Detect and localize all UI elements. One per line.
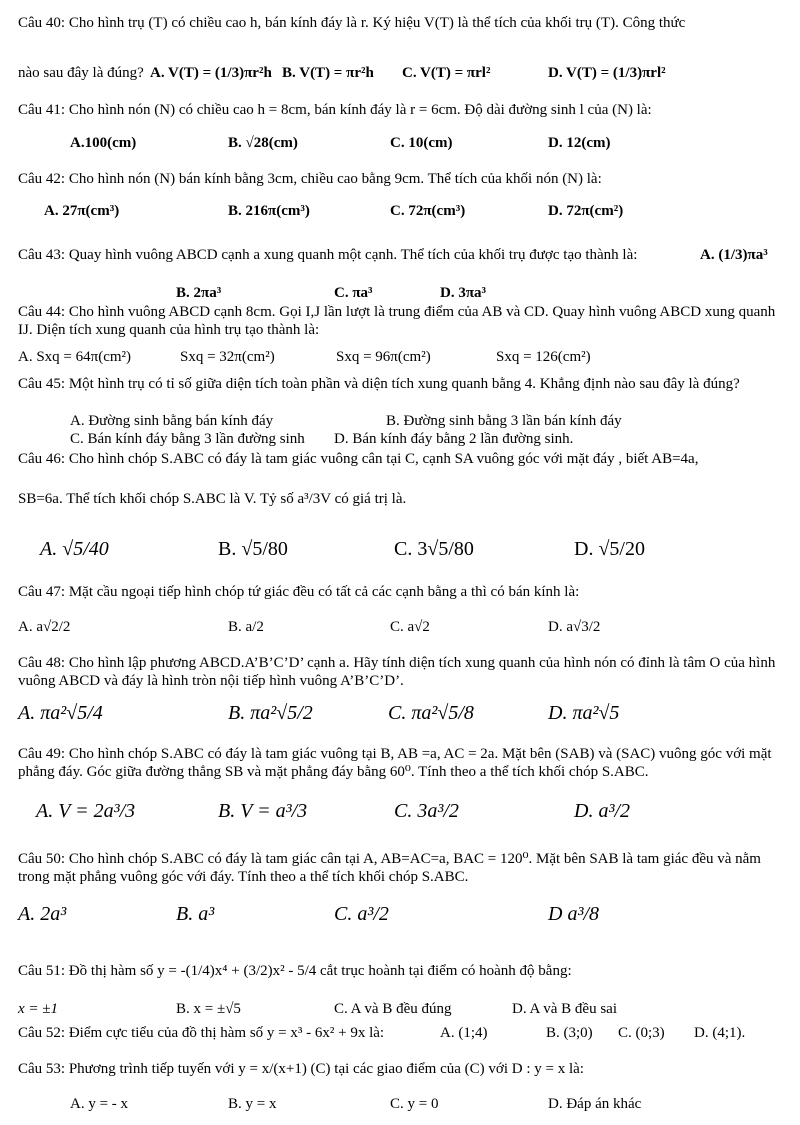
q46-option-d: D. √5/20 — [574, 538, 645, 560]
q53-option-c: C. y = 0 — [390, 1096, 439, 1112]
q42-option-d: D. 72π(cm²) — [548, 203, 624, 219]
q49-option-a: A. V = 2a³/3 — [36, 800, 136, 822]
q41-option-d: D. 12(cm) — [548, 135, 611, 151]
q51-option-d: D. A và B đều sai — [512, 1001, 617, 1017]
q40-option-c: C. V(T) = πrl² — [402, 65, 491, 81]
q41-option-c: C. 10(cm) — [390, 135, 453, 151]
q50-option-d: D a³/8 — [548, 903, 599, 925]
q42-option-b: B. 216π(cm³) — [228, 203, 310, 219]
q44-option-c: Sxq = 96π(cm²) — [336, 349, 431, 365]
question-51-text: Câu 51: Đồ thị hàm số y = -(1/4)x⁴ + (3/2)x² - 5/4 cắt trục hoành tại điểm có hoành độ bằng: — [18, 963, 572, 979]
q53-option-b: B. y = x — [228, 1096, 277, 1112]
q48-option-a: A. πa²√5/4 — [18, 702, 103, 724]
q51-option-a: x = ±1 — [18, 1001, 59, 1017]
q48-option-c: C. πa²√5/8 — [388, 702, 474, 724]
q43-option-a: A. (1/3)πa³ — [700, 247, 768, 263]
question-49-text: Câu 49: Cho hình chóp S.ABC có đáy là tam giác vuông tại B, AB =a, AC = 2a. Mặt bên (SAB) và (SAC) vuông góc với mặt phẳng đáy. Góc giữa đường thẳng SB và mặt phẳng đáy bằng 60⁰. Tính theo a thể tích khối chóp S.ABC. — [18, 746, 772, 780]
question-48-text: Câu 48: Cho hình lập phương ABCD.A’B’C’D’ cạnh a. Hãy tính diện tích xung quanh của hình nón có đỉnh là tâm O của hình vuông ABCD và đáy là hình tròn nội tiếp hình vuông A’B’C’D’. — [18, 655, 776, 689]
q42-option-c: C. 72π(cm³) — [390, 203, 466, 219]
q40-option-d: D. V(T) = (1/3)πrl² — [548, 65, 666, 81]
q41-option-a: A.100(cm) — [70, 135, 137, 151]
q43-option-b: B. 2πa³ — [176, 285, 222, 301]
question-46-text-2: SB=6a. Thể tích khối chóp S.ABC là V. Tỷ số a³/3V có giá trị là. — [18, 491, 407, 507]
question-40-text-2: nào sau đây là đúng? — [18, 65, 144, 81]
question-50-text: Câu 50: Cho hình chóp S.ABC có đáy là tam giác cân tại A, AB=AC=a, BAC = 120⁰. Mặt bên SAB là tam giác đều và nằm trong mặt phẳng vuông góc với đáy. Tính theo a thể tích khối chóp S.ABC. — [18, 851, 761, 885]
q49-option-c: C. 3a³/2 — [394, 800, 459, 822]
q50-option-c: C. a³/2 — [334, 903, 389, 925]
question-46-text: Câu 46: Cho hình chóp S.ABC có đáy là tam giác vuông cân tại C, cạnh SA vuông góc với mặt đáy , biết AB=4a, — [18, 451, 699, 467]
q50-option-a: A. 2a³ — [18, 903, 67, 925]
q43-option-d: D. 3πa³ — [440, 285, 487, 301]
q52-option-a: A. (1;4) — [440, 1025, 488, 1041]
q46-option-b: B. √5/80 — [218, 538, 288, 560]
q47-option-b: B. a/2 — [228, 619, 264, 635]
q45-option-d: D. Bán kính đáy bằng 2 lần đường sinh. — [334, 431, 574, 447]
question-42-text: Câu 42: Cho hình nón (N) bán kính bằng 3cm, chiều cao bằng 9cm. Thể tích của khối nón (N) là: — [18, 171, 602, 187]
q42-option-a: A. 27π(cm³) — [44, 203, 120, 219]
q40-option-a: A. V(T) = (1/3)πr²h — [150, 65, 272, 81]
question-52-text: Câu 52: Điểm cực tiểu của đồ thị hàm số y = x³ - 6x² + 9x là: — [18, 1025, 385, 1041]
q44-option-d: Sxq = 126(cm²) — [496, 349, 591, 365]
q45-option-a: A. Đường sinh bằng bán kính đáy — [70, 413, 274, 429]
question-44-text: Câu 44: Cho hình vuông ABCD cạnh 8cm. Gọi I,J lần lượt là trung điểm của AB và CD. Quay hình vuông ABCD xung quanh IJ. Diện tích xung quanh của hình trụ tạo thành là: — [18, 304, 776, 338]
question-43-text: Câu 43: Quay hình vuông ABCD cạnh a xung quanh một cạnh. Thể tích của khối trụ được tạo thành là: — [18, 247, 638, 263]
q44-option-a: A. Sxq = 64π(cm²) — [18, 349, 132, 365]
question-41-text: Câu 41: Cho hình nón (N) có chiều cao h = 8cm, bán kính đáy là r = 6cm. Độ dài đường sinh l của (N) là: — [18, 102, 652, 118]
q44-option-b: Sxq = 32π(cm²) — [180, 349, 275, 365]
question-53-text: Câu 53: Phương trình tiếp tuyến với y = x/(x+1) (C) tại các giao điểm của (C) với D : y = x là: — [18, 1061, 584, 1077]
q53-option-d: D. Đáp án khác — [548, 1096, 642, 1112]
q41-option-b: B. √28(cm) — [228, 135, 298, 151]
question-47-text: Câu 47: Mặt cầu ngoại tiếp hình chóp tứ giác đều có tất cả các cạnh bằng a thì có bán kính là: — [18, 584, 580, 600]
q52-option-c: C. (0;3) — [618, 1025, 665, 1041]
q52-option-d: D. (4;1). — [694, 1025, 746, 1041]
q48-option-d: D. πa²√5 — [548, 702, 620, 724]
question-40 — [18, 14, 790, 32]
q51-option-b: B. x = ±√5 — [176, 1001, 241, 1017]
q46-option-a: A. √5/40 — [40, 538, 109, 560]
q47-option-c: C. a√2 — [390, 619, 430, 635]
q45-option-c: C. Bán kính đáy bằng 3 lần đường sinh — [70, 431, 305, 447]
q49-option-d: D. a³/2 — [574, 800, 630, 822]
q49-option-b: B. V = a³/3 — [218, 800, 308, 822]
q53-option-a: A. y = - x — [70, 1096, 129, 1112]
question-45-text: Câu 45: Một hình trụ có tỉ số giữa diện tích toàn phần và diện tích xung quanh bằng 4. Khẳng định nào sau đây là đúng? — [18, 376, 740, 392]
q51-option-c: C. A và B đều đúng — [334, 1001, 452, 1017]
q43-option-c: C. πa³ — [334, 285, 373, 301]
q50-option-b: B. a³ — [176, 903, 215, 925]
question-40-text: Câu 40: Cho hình trụ (T) có chiều cao h, bán kính đáy là r. Ký hiệu V(T) là thể tích của khối trụ (T). Công thức — [18, 15, 686, 31]
q45-option-b: B. Đường sinh bằng 3 lần bán kính đáy — [386, 413, 622, 429]
q47-option-a: A. a√2/2 — [18, 619, 71, 635]
q52-option-b: B. (3;0) — [546, 1025, 593, 1041]
q47-option-d: D. a√3/2 — [548, 619, 601, 635]
q48-option-b: B. πa²√5/2 — [228, 702, 313, 724]
q46-option-c: C. 3√5/80 — [394, 538, 474, 560]
q40-option-b: B. V(T) = πr²h — [282, 65, 374, 81]
